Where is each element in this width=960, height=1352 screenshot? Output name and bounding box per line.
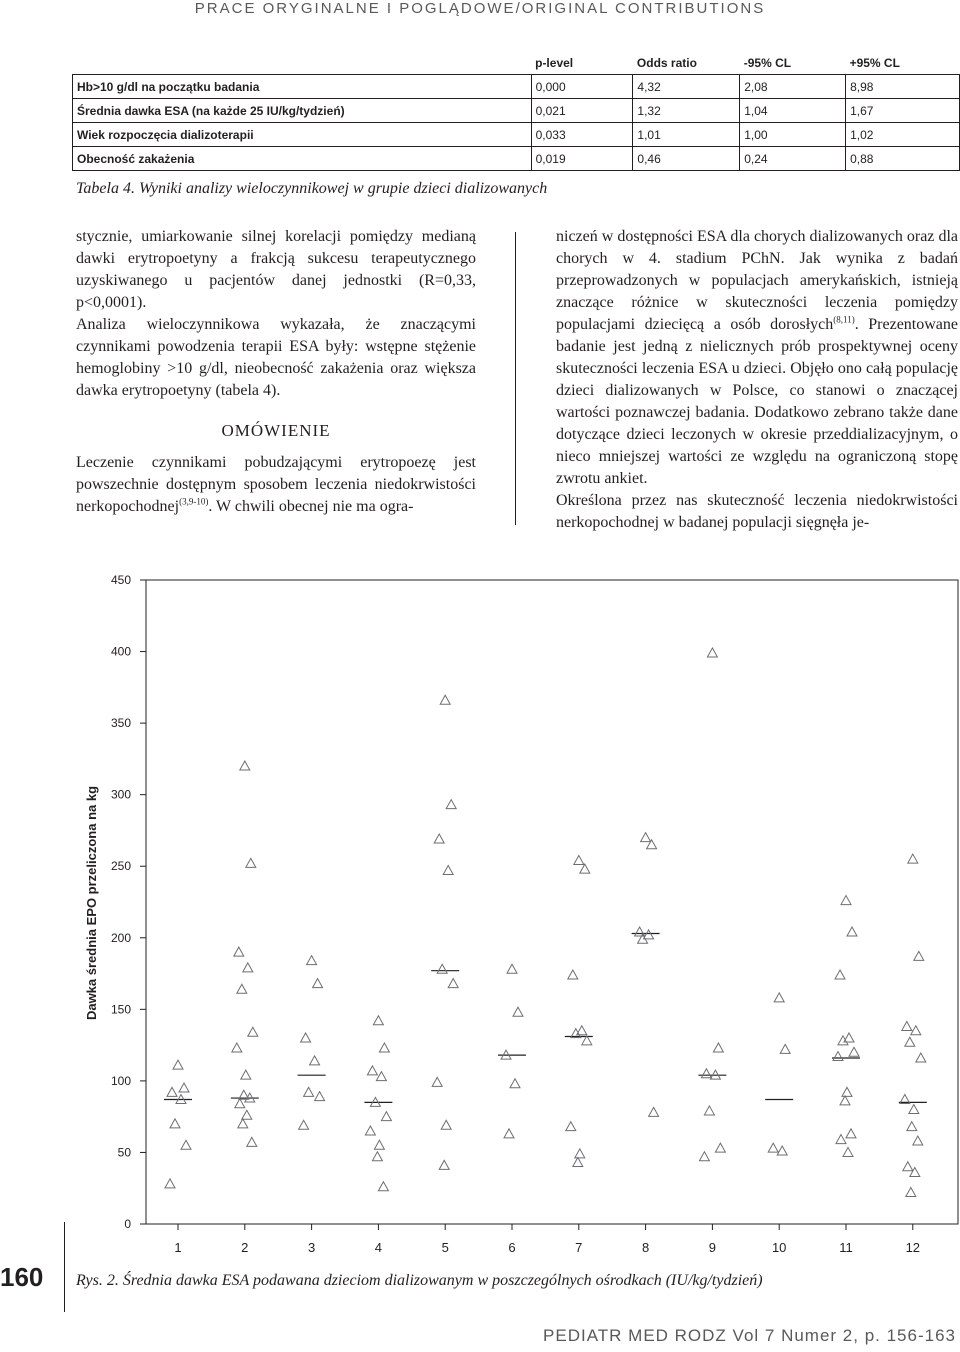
paragraph-text: niczeń w dostępności ESA dla chorych dializowanych oraz dla chorych w 4. stadium PChN. Jak wynika z badań przeprowadzonych w populacjach amerykańskich, istnieją znaczące różnice w skuteczności leczenia pomiędzy populacjami dziecięcą a osób dorosłych [556, 228, 958, 333]
data-point [649, 1107, 659, 1116]
data-point [835, 970, 845, 979]
data-point [847, 927, 857, 936]
paragraph: Określona przez nas skuteczność leczenia niedokrwistości nerkopochodnej w badanej populacji sięgnęła je- [556, 492, 958, 531]
journal-section-header: PRACE ORYGINALNE I POGLĄDOWE/ORIGINAL CONTRIBUTIONS [194, 0, 766, 17]
data-point [299, 1120, 309, 1129]
table-cell-label: Hb>10 g/dl na początku badania [73, 75, 532, 99]
table-cell-label: Obecność zakażenia [73, 147, 532, 171]
data-point [247, 1137, 257, 1146]
data-point [574, 855, 584, 864]
data-point [173, 1060, 183, 1069]
data-point [372, 1152, 382, 1161]
page-number: 160 [0, 1262, 44, 1292]
y-tick-label: 100 [110, 1073, 131, 1088]
data-point [699, 1152, 709, 1161]
data-point [713, 1043, 723, 1052]
data-point [365, 1126, 375, 1135]
data-point [243, 963, 253, 972]
data-point [908, 854, 918, 863]
table-cell: 0,021 [531, 99, 633, 123]
data-point [310, 1056, 320, 1065]
data-point [237, 984, 247, 993]
data-point [504, 1129, 514, 1138]
table-cell: 2,08 [740, 75, 846, 99]
table-cell: 0,24 [740, 147, 846, 171]
data-point [439, 1160, 449, 1169]
data-point [580, 864, 590, 873]
table-row [73, 123, 960, 147]
y-tick-label: 50 [117, 1145, 131, 1160]
data-point [701, 1069, 711, 1078]
data-point [707, 648, 717, 657]
data-point [381, 1112, 391, 1121]
table-cell: 1,00 [740, 123, 846, 147]
paragraph-text: . Prezentowane badanie jest jedną z nielicznych prób prospektywnej oceny skuteczności leczenia ESA u dzieci. Objęło ono całą populację dzieci dializowanych w Polsce, co stanowi o znaczącej wartości poznawczej badania. Dodatkowo zebrano także dane dotyczące dzieci leczonych w okresie przeddializacyjnym, o nieco mniejszej wartości ze względu na ograniczoną stopę zwrotu ankiet. [556, 316, 959, 487]
reference-citation: (8,11) [833, 314, 855, 325]
x-tick-label: 3 [307, 1240, 316, 1255]
data-point [902, 1022, 912, 1031]
y-axis-label: Dawka średnia EPO przeliczona na kg [84, 785, 99, 1021]
figure-caption-text: Średnia dawka ESA podawana dzieciom dializowanym w poszczególnych ośrodkach (IU/kg/tydzień) [118, 1272, 763, 1289]
x-tick-label: 4 [374, 1240, 383, 1255]
y-tick-label: 300 [110, 787, 131, 802]
data-point [911, 1026, 921, 1035]
table-cell-label: Średnia dawka ESA (na każde 25 IU/kg/tydzień) [73, 99, 532, 123]
table-caption [76, 180, 547, 198]
data-point [914, 951, 924, 960]
data-point [907, 1122, 917, 1131]
data-point [704, 1106, 714, 1115]
x-tick-label: 12 [905, 1240, 921, 1255]
data-point [644, 930, 654, 939]
data-point [440, 695, 450, 704]
y-tick-label: 450 [110, 573, 131, 587]
data-point [446, 800, 456, 809]
data-point [167, 1087, 177, 1096]
data-point [774, 993, 784, 1002]
table-header-empty [73, 52, 532, 75]
page-number-rule [64, 1222, 65, 1312]
paragraph [76, 452, 476, 518]
paragraph-text: . W chwili obecnej nie ma ogra- [208, 498, 414, 515]
table-cell: 4,32 [633, 75, 740, 99]
column-divider [515, 232, 516, 525]
data-point [367, 1066, 377, 1075]
data-point [903, 1162, 913, 1171]
table-header-p-level: p-level [531, 52, 633, 75]
data-point [510, 1079, 520, 1088]
data-point [246, 858, 256, 867]
table-cell: 1,67 [846, 99, 960, 123]
data-point [715, 1143, 725, 1152]
data-point [373, 1016, 383, 1025]
data-point [434, 834, 444, 843]
table-caption-text: Wyniki analizy wieloczynnikowej w grupie dzieci dializowanych [134, 180, 548, 197]
y-tick-label: 200 [110, 930, 131, 945]
data-point [170, 1119, 180, 1128]
data-point [240, 761, 250, 770]
data-point [768, 1143, 778, 1152]
data-point [575, 1149, 585, 1158]
paragraph [556, 226, 958, 490]
data-point [432, 1077, 442, 1086]
x-axis [174, 1224, 920, 1255]
data-point [241, 1070, 251, 1079]
data-point [905, 1037, 915, 1046]
data-point [441, 1120, 451, 1129]
x-tick-label: 5 [441, 1240, 449, 1255]
paragraph: Analiza wieloczynnikowa wykazała, że znaczącymi czynnikami powodzenia terapii ESA były: wstępne stężenie hemoglobiny >10 g/dl, nieobecność zakażenia oraz większa dawka erytropoetyny (tabela 4). [76, 316, 476, 399]
data-point [301, 1033, 311, 1042]
table-header-upper-cl: +95% CL [846, 52, 960, 75]
data-point [313, 979, 323, 988]
x-tick-label: 7 [575, 1240, 583, 1255]
x-tick-label: 10 [771, 1240, 787, 1255]
data-point [916, 1053, 926, 1062]
figure-caption-label: Rys. 2. [76, 1272, 119, 1289]
odds-ratio-table [72, 52, 960, 171]
paragraph: stycznie, umiarkowanie silnej korelacji pomiędzy medianą dawki erytropoetyny a frakcją sukcesu terapeutycznego uzyskiwanego u pacjentów danej jednostki (R=0,33, p<0,0001). [76, 228, 476, 311]
x-tick-label: 8 [641, 1240, 650, 1255]
table-cell: 0,46 [633, 147, 740, 171]
data-point [165, 1179, 175, 1188]
data-point [374, 1140, 384, 1149]
journal-footer: PEDIATR MED RODZ Vol 7 Numer 2, p. 156-163 [543, 1326, 956, 1345]
table-cell: 0,000 [531, 75, 633, 99]
table-header-odds-ratio: Odds ratio [633, 52, 740, 75]
x-tick-label: 11 [839, 1240, 853, 1255]
data-point [641, 833, 651, 842]
data-point [842, 1087, 852, 1096]
data-point [376, 1072, 386, 1081]
data-point [235, 1099, 245, 1108]
data-point [913, 1136, 923, 1145]
y-tick-label: 0 [124, 1217, 131, 1231]
data-points [165, 648, 926, 1197]
table-caption-label: Tabela 4. [76, 180, 135, 197]
data-point [242, 1110, 252, 1119]
table-cell: 1,04 [740, 99, 846, 123]
data-point [304, 1087, 314, 1096]
data-point [443, 866, 453, 875]
data-point [437, 964, 447, 973]
data-point [777, 1146, 787, 1155]
data-point [780, 1044, 790, 1053]
table-cell: 0,019 [531, 147, 633, 171]
data-point [448, 979, 458, 988]
data-point [843, 1147, 853, 1156]
paragraph-text: Leczenie czynnikami pobudzającymi erytropoezę jest powszechnie dostępnym sposobem leczenia niedokrwistości nerkopochodnej [76, 454, 476, 515]
left-text-column [76, 226, 476, 518]
table-cell-label: Wiek rozpoczęcia dializoterapii [73, 123, 532, 147]
right-text-column [556, 226, 958, 534]
x-tick-label: 9 [708, 1240, 717, 1255]
y-tick-label: 150 [110, 1002, 131, 1017]
mean-markers [164, 933, 927, 1102]
data-point [582, 1036, 592, 1045]
section-heading: OMÓWIENIE [221, 421, 331, 440]
data-point [181, 1140, 191, 1149]
table-row [73, 99, 960, 123]
data-point [238, 1119, 248, 1128]
data-point [248, 1027, 258, 1036]
table-cell: 1,32 [633, 99, 740, 123]
data-point [909, 1105, 919, 1114]
y-tick-label: 400 [110, 644, 131, 659]
data-point [906, 1188, 916, 1197]
data-point [566, 1122, 576, 1131]
data-point [836, 1135, 846, 1144]
data-point [378, 1182, 388, 1191]
data-point [307, 956, 317, 965]
data-point [513, 1007, 523, 1016]
data-point [568, 970, 578, 979]
table-row [73, 75, 960, 99]
data-point [315, 1092, 325, 1101]
table-cell: 8,98 [846, 75, 960, 99]
y-tick-label: 350 [110, 716, 131, 731]
table-cell: 1,02 [846, 123, 960, 147]
reference-citation: (3,9-10) [179, 496, 209, 507]
data-point [840, 1096, 850, 1105]
table-cell: 0,88 [846, 147, 960, 171]
figure-caption [76, 1272, 763, 1290]
data-point [234, 947, 244, 956]
data-point [573, 1157, 583, 1166]
data-point [833, 1052, 843, 1061]
data-point [379, 1043, 389, 1052]
data-point [179, 1083, 189, 1092]
table-header-lower-cl: -95% CL [740, 52, 846, 75]
data-point [507, 964, 517, 973]
x-tick-label: 2 [241, 1240, 249, 1255]
y-tick-label: 250 [110, 859, 131, 874]
table-row [73, 147, 960, 171]
x-tick-label: 6 [508, 1240, 516, 1255]
data-point [849, 1047, 859, 1056]
table-cell: 0,033 [531, 123, 633, 147]
plot-border [146, 580, 958, 1224]
data-point [841, 896, 851, 905]
dose-scatter-chart [0, 560, 960, 1280]
x-tick-label: 1 [174, 1240, 182, 1255]
table-header-row [73, 52, 960, 75]
plot-frame [146, 580, 958, 1224]
data-point [846, 1129, 856, 1138]
data-point [232, 1043, 242, 1052]
table-cell: 1,01 [633, 123, 740, 147]
y-axis [111, 573, 146, 1231]
